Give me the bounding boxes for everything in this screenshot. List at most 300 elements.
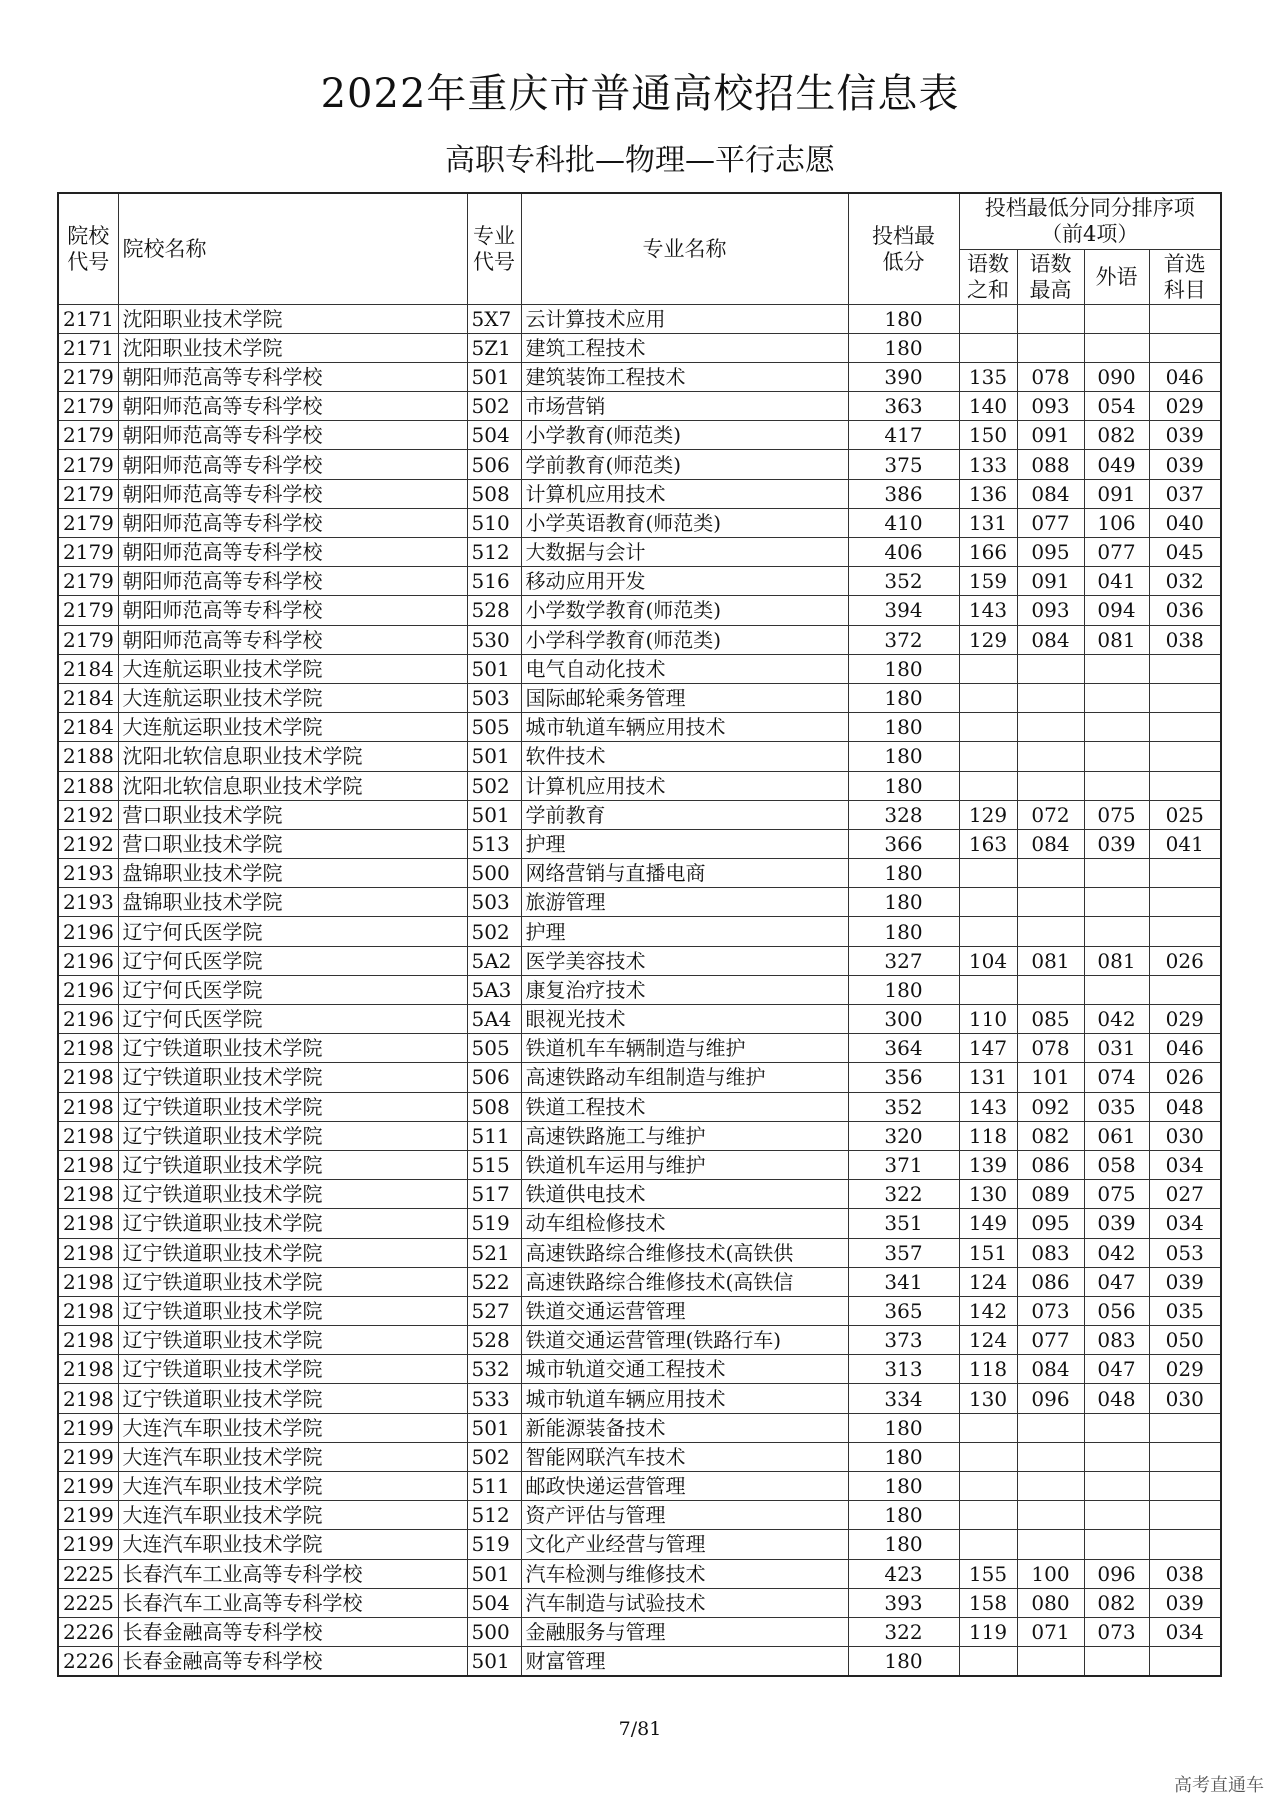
table-row xyxy=(58,1180,1221,1209)
cell-school-name: 朝阳师范高等专科学校 xyxy=(118,596,467,625)
cell-yushu-sum: 155 xyxy=(959,1559,1017,1588)
cell-major-name: 财富管理 xyxy=(521,1647,848,1677)
cell-major-code: 501 xyxy=(467,1413,521,1442)
cell-foreign: 082 xyxy=(1084,421,1149,450)
cell-foreign: 091 xyxy=(1084,479,1149,508)
cell-yushu-sum: 118 xyxy=(959,1355,1017,1384)
cell-major-name: 建筑装饰工程技术 xyxy=(521,362,848,391)
cell-school-code: 2179 xyxy=(58,479,118,508)
cell-school-name: 营口职业技术学院 xyxy=(118,800,467,829)
cell-first-subject xyxy=(1149,859,1221,888)
cell-major-code: 517 xyxy=(467,1180,521,1209)
page-subtitle: 高职专科批—物理—平行志愿 xyxy=(445,143,835,178)
cell-school-code: 2198 xyxy=(58,1121,118,1150)
cell-yushu-max xyxy=(1017,1442,1084,1471)
cell-first-subject: 039 xyxy=(1149,450,1221,479)
cell-major-name: 铁道供电技术 xyxy=(521,1180,848,1209)
cell-min-score: 351 xyxy=(848,1209,959,1238)
cell-min-score: 180 xyxy=(848,683,959,712)
cell-major-code: 5A4 xyxy=(467,1005,521,1034)
cell-major-code: 528 xyxy=(467,596,521,625)
cell-school-name: 辽宁铁道职业技术学院 xyxy=(118,1355,467,1384)
cell-min-score: 394 xyxy=(848,596,959,625)
cell-major-code: 530 xyxy=(467,625,521,654)
cell-first-subject: 034 xyxy=(1149,1209,1221,1238)
cell-min-score: 373 xyxy=(848,1326,959,1355)
cell-major-code: 5A3 xyxy=(467,975,521,1004)
cell-school-code: 2198 xyxy=(58,1180,118,1209)
cell-school-code: 2198 xyxy=(58,1063,118,1092)
cell-yushu-sum: 151 xyxy=(959,1238,1017,1267)
cell-yushu-max: 073 xyxy=(1017,1296,1084,1325)
cell-school-code: 2196 xyxy=(58,917,118,946)
table-row xyxy=(58,1005,1221,1034)
cell-yushu-sum: 149 xyxy=(959,1209,1017,1238)
table-row xyxy=(58,421,1221,450)
cell-major-name: 学前教育(师范类) xyxy=(521,450,848,479)
cell-major-code: 511 xyxy=(467,1472,521,1501)
cell-foreign: 056 xyxy=(1084,1296,1149,1325)
page-number: 7/81 xyxy=(618,1718,662,1740)
cell-school-code: 2179 xyxy=(58,508,118,537)
cell-foreign xyxy=(1084,975,1149,1004)
cell-yushu-max: 084 xyxy=(1017,625,1084,654)
table-row xyxy=(58,479,1221,508)
cell-school-code: 2198 xyxy=(58,1355,118,1384)
cell-foreign: 049 xyxy=(1084,450,1149,479)
cell-yushu-max: 078 xyxy=(1017,362,1084,391)
cell-min-score: 364 xyxy=(848,1034,959,1063)
cell-school-code: 2196 xyxy=(58,975,118,1004)
cell-min-score: 180 xyxy=(848,304,959,333)
cell-major-name: 城市轨道车辆应用技术 xyxy=(521,713,848,742)
cell-min-score: 406 xyxy=(848,538,959,567)
cell-min-score: 322 xyxy=(848,1617,959,1646)
table-row xyxy=(58,508,1221,537)
cell-yushu-sum: 136 xyxy=(959,479,1017,508)
cell-yushu-max xyxy=(1017,771,1084,800)
cell-yushu-max xyxy=(1017,742,1084,771)
cell-school-name: 大连航运职业技术学院 xyxy=(118,713,467,742)
cell-major-name: 资产评估与管理 xyxy=(521,1501,848,1530)
cell-foreign: 041 xyxy=(1084,567,1149,596)
cell-first-subject: 041 xyxy=(1149,829,1221,858)
cell-school-name: 辽宁铁道职业技术学院 xyxy=(118,1034,467,1063)
cell-school-name: 辽宁铁道职业技术学院 xyxy=(118,1296,467,1325)
col-major-name: 专业名称 xyxy=(521,193,848,304)
col-yushu-sum: 语数之和 xyxy=(959,249,1017,304)
table-row xyxy=(58,1238,1221,1267)
table-row xyxy=(58,975,1221,1004)
cell-foreign xyxy=(1084,859,1149,888)
cell-first-subject xyxy=(1149,1442,1221,1471)
cell-school-name: 辽宁铁道职业技术学院 xyxy=(118,1092,467,1121)
cell-first-subject: 032 xyxy=(1149,567,1221,596)
cell-major-name: 汽车制造与试验技术 xyxy=(521,1588,848,1617)
cell-yushu-sum xyxy=(959,683,1017,712)
cell-yushu-sum: 124 xyxy=(959,1267,1017,1296)
cell-major-name: 旅游管理 xyxy=(521,888,848,917)
table-row xyxy=(58,596,1221,625)
cell-major-code: 5A2 xyxy=(467,946,521,975)
cell-major-name: 小学科学教育(师范类) xyxy=(521,625,848,654)
cell-min-score: 386 xyxy=(848,479,959,508)
cell-yushu-max xyxy=(1017,888,1084,917)
cell-foreign: 042 xyxy=(1084,1005,1149,1034)
cell-school-code: 2225 xyxy=(58,1588,118,1617)
table-row xyxy=(58,888,1221,917)
table-row xyxy=(58,1034,1221,1063)
cell-first-subject: 039 xyxy=(1149,1588,1221,1617)
cell-min-score: 375 xyxy=(848,450,959,479)
table-row xyxy=(58,1063,1221,1092)
cell-foreign: 075 xyxy=(1084,1180,1149,1209)
cell-school-name: 辽宁铁道职业技术学院 xyxy=(118,1238,467,1267)
cell-major-code: 501 xyxy=(467,654,521,683)
cell-school-code: 2226 xyxy=(58,1617,118,1646)
table-row xyxy=(58,1355,1221,1384)
cell-school-name: 辽宁铁道职业技术学院 xyxy=(118,1326,467,1355)
cell-major-code: 512 xyxy=(467,538,521,567)
cell-yushu-sum: 131 xyxy=(959,1063,1017,1092)
table-row xyxy=(58,1209,1221,1238)
cell-first-subject: 039 xyxy=(1149,421,1221,450)
cell-major-code: 504 xyxy=(467,421,521,450)
cell-yushu-max: 100 xyxy=(1017,1559,1084,1588)
cell-yushu-max: 091 xyxy=(1017,421,1084,450)
table-row xyxy=(58,1559,1221,1588)
cell-foreign: 081 xyxy=(1084,625,1149,654)
cell-major-name: 智能网联汽车技术 xyxy=(521,1442,848,1471)
table-row xyxy=(58,683,1221,712)
cell-yushu-sum xyxy=(959,654,1017,683)
cell-major-name: 护理 xyxy=(521,917,848,946)
cell-min-score: 180 xyxy=(848,1501,959,1530)
cell-major-name: 高速铁路综合维修技术(高铁信 xyxy=(521,1267,848,1296)
cell-first-subject: 036 xyxy=(1149,596,1221,625)
cell-first-subject: 045 xyxy=(1149,538,1221,567)
cell-min-score: 327 xyxy=(848,946,959,975)
cell-school-name: 朝阳师范高等专科学校 xyxy=(118,479,467,508)
col-tiebreak-group xyxy=(959,193,1221,249)
cell-yushu-max xyxy=(1017,683,1084,712)
cell-yushu-sum xyxy=(959,333,1017,362)
cell-school-code: 2196 xyxy=(58,1005,118,1034)
cell-major-code: 501 xyxy=(467,742,521,771)
cell-yushu-sum xyxy=(959,713,1017,742)
cell-first-subject: 040 xyxy=(1149,508,1221,537)
cell-school-name: 辽宁铁道职业技术学院 xyxy=(118,1267,467,1296)
cell-min-score: 357 xyxy=(848,1238,959,1267)
table-row xyxy=(58,362,1221,391)
cell-major-name: 金融服务与管理 xyxy=(521,1617,848,1646)
cell-school-name: 朝阳师范高等专科学校 xyxy=(118,567,467,596)
cell-school-code: 2171 xyxy=(58,304,118,333)
cell-min-score: 334 xyxy=(848,1384,959,1413)
cell-first-subject xyxy=(1149,683,1221,712)
cell-major-name: 汽车检测与维修技术 xyxy=(521,1559,848,1588)
cell-yushu-sum: 143 xyxy=(959,596,1017,625)
col-min-score: 投档最低分 xyxy=(848,193,959,304)
cell-yushu-max: 072 xyxy=(1017,800,1084,829)
cell-school-code: 2226 xyxy=(58,1647,118,1677)
cell-yushu-sum: 124 xyxy=(959,1326,1017,1355)
table-row xyxy=(58,625,1221,654)
table-row xyxy=(58,1267,1221,1296)
table-row xyxy=(58,800,1221,829)
cell-school-name: 大连汽车职业技术学院 xyxy=(118,1472,467,1501)
cell-major-name: 市场营销 xyxy=(521,392,848,421)
cell-yushu-sum xyxy=(959,771,1017,800)
cell-school-code: 2179 xyxy=(58,625,118,654)
cell-first-subject: 025 xyxy=(1149,800,1221,829)
cell-school-name: 辽宁铁道职业技术学院 xyxy=(118,1384,467,1413)
cell-foreign: 047 xyxy=(1084,1267,1149,1296)
cell-yushu-max xyxy=(1017,304,1084,333)
cell-major-name: 铁道交通运营管理(铁路行车) xyxy=(521,1326,848,1355)
cell-min-score: 313 xyxy=(848,1355,959,1384)
cell-major-name: 铁道工程技术 xyxy=(521,1092,848,1121)
cell-major-code: 511 xyxy=(467,1121,521,1150)
cell-major-name: 小学数学教育(师范类) xyxy=(521,596,848,625)
cell-yushu-sum: 139 xyxy=(959,1150,1017,1179)
col-school-code: 院校代号 xyxy=(58,193,118,304)
cell-min-score: 372 xyxy=(848,625,959,654)
cell-min-score: 180 xyxy=(848,917,959,946)
cell-school-name: 盘锦职业技术学院 xyxy=(118,888,467,917)
cell-yushu-max: 078 xyxy=(1017,1034,1084,1063)
cell-school-code: 2199 xyxy=(58,1442,118,1471)
cell-major-code: 532 xyxy=(467,1355,521,1384)
cell-first-subject xyxy=(1149,333,1221,362)
cell-first-subject: 053 xyxy=(1149,1238,1221,1267)
cell-major-code: 503 xyxy=(467,683,521,712)
cell-min-score: 371 xyxy=(848,1150,959,1179)
cell-major-name: 铁道机车运用与维护 xyxy=(521,1150,848,1179)
cell-major-code: 502 xyxy=(467,771,521,800)
cell-major-name: 计算机应用技术 xyxy=(521,479,848,508)
cell-min-score: 390 xyxy=(848,362,959,391)
cell-school-code: 2199 xyxy=(58,1501,118,1530)
cell-min-score: 356 xyxy=(848,1063,959,1092)
cell-foreign: 039 xyxy=(1084,1209,1149,1238)
cell-first-subject xyxy=(1149,304,1221,333)
cell-yushu-sum: 129 xyxy=(959,625,1017,654)
cell-school-name: 沈阳北软信息职业技术学院 xyxy=(118,771,467,800)
cell-major-code: 513 xyxy=(467,829,521,858)
cell-major-code: 501 xyxy=(467,800,521,829)
cell-yushu-max: 093 xyxy=(1017,596,1084,625)
tiebreak-subtitle: （前4项） xyxy=(1041,222,1139,247)
cell-major-code: 519 xyxy=(467,1530,521,1559)
cell-yushu-max: 084 xyxy=(1017,479,1084,508)
cell-yushu-max xyxy=(1017,859,1084,888)
cell-major-code: 506 xyxy=(467,1063,521,1092)
cell-yushu-sum: 166 xyxy=(959,538,1017,567)
cell-min-score: 320 xyxy=(848,1121,959,1150)
cell-first-subject xyxy=(1149,975,1221,1004)
cell-min-score: 366 xyxy=(848,829,959,858)
cell-major-code: 504 xyxy=(467,1588,521,1617)
cell-school-code: 2198 xyxy=(58,1209,118,1238)
admission-table xyxy=(57,192,1222,1677)
cell-foreign xyxy=(1084,742,1149,771)
cell-min-score: 423 xyxy=(848,1559,959,1588)
cell-school-name: 大连航运职业技术学院 xyxy=(118,683,467,712)
cell-yushu-sum: 104 xyxy=(959,946,1017,975)
cell-min-score: 180 xyxy=(848,654,959,683)
cell-yushu-max xyxy=(1017,975,1084,1004)
cell-major-name: 铁道机车车辆制造与维护 xyxy=(521,1034,848,1063)
table-row xyxy=(58,1647,1221,1677)
cell-yushu-max xyxy=(1017,917,1084,946)
table-row xyxy=(58,946,1221,975)
cell-min-score: 417 xyxy=(848,421,959,450)
cell-yushu-sum: 143 xyxy=(959,1092,1017,1121)
cell-yushu-sum: 119 xyxy=(959,1617,1017,1646)
cell-major-code: 500 xyxy=(467,1617,521,1646)
page-title: 2022年重庆市普通高校招生信息表 xyxy=(320,71,960,117)
cell-foreign: 073 xyxy=(1084,1617,1149,1646)
cell-school-name: 长春汽车工业高等专科学校 xyxy=(118,1588,467,1617)
cell-major-name: 动车组检修技术 xyxy=(521,1209,848,1238)
cell-yushu-sum: 118 xyxy=(959,1121,1017,1150)
cell-yushu-sum: 131 xyxy=(959,508,1017,537)
cell-school-code: 2179 xyxy=(58,596,118,625)
cell-school-name: 沈阳职业技术学院 xyxy=(118,304,467,333)
cell-yushu-sum xyxy=(959,1647,1017,1677)
cell-school-code: 2179 xyxy=(58,538,118,567)
table-row xyxy=(58,917,1221,946)
cell-school-code: 2199 xyxy=(58,1530,118,1559)
cell-school-name: 朝阳师范高等专科学校 xyxy=(118,538,467,567)
cell-major-code: 500 xyxy=(467,859,521,888)
cell-major-code: 527 xyxy=(467,1296,521,1325)
cell-school-name: 辽宁铁道职业技术学院 xyxy=(118,1063,467,1092)
cell-first-subject: 034 xyxy=(1149,1150,1221,1179)
cell-foreign: 081 xyxy=(1084,946,1149,975)
cell-first-subject: 037 xyxy=(1149,479,1221,508)
cell-yushu-max: 082 xyxy=(1017,1121,1084,1150)
cell-school-name: 朝阳师范高等专科学校 xyxy=(118,392,467,421)
cell-major-name: 康复治疗技术 xyxy=(521,975,848,1004)
cell-yushu-sum xyxy=(959,888,1017,917)
cell-major-name: 小学英语教育(师范类) xyxy=(521,508,848,537)
cell-major-name: 眼视光技术 xyxy=(521,1005,848,1034)
cell-school-code: 2198 xyxy=(58,1296,118,1325)
cell-school-name: 朝阳师范高等专科学校 xyxy=(118,362,467,391)
cell-school-code: 2198 xyxy=(58,1326,118,1355)
cell-major-name: 文化产业经营与管理 xyxy=(521,1530,848,1559)
cell-foreign xyxy=(1084,1442,1149,1471)
cell-foreign xyxy=(1084,333,1149,362)
cell-major-code: 503 xyxy=(467,888,521,917)
cell-school-name: 长春汽车工业高等专科学校 xyxy=(118,1559,467,1588)
cell-foreign: 106 xyxy=(1084,508,1149,537)
cell-yushu-max: 084 xyxy=(1017,1355,1084,1384)
cell-min-score: 180 xyxy=(848,1530,959,1559)
cell-yushu-max: 092 xyxy=(1017,1092,1084,1121)
cell-school-code: 2192 xyxy=(58,800,118,829)
cell-min-score: 180 xyxy=(848,1472,959,1501)
cell-foreign: 090 xyxy=(1084,362,1149,391)
cell-yushu-max: 086 xyxy=(1017,1150,1084,1179)
cell-first-subject: 046 xyxy=(1149,1034,1221,1063)
cell-yushu-max: 084 xyxy=(1017,829,1084,858)
cell-first-subject: 029 xyxy=(1149,1005,1221,1034)
cell-first-subject: 029 xyxy=(1149,392,1221,421)
cell-first-subject: 030 xyxy=(1149,1121,1221,1150)
cell-foreign: 047 xyxy=(1084,1355,1149,1384)
cell-major-name: 护理 xyxy=(521,829,848,858)
cell-foreign xyxy=(1084,1413,1149,1442)
cell-major-code: 505 xyxy=(467,1034,521,1063)
cell-school-name: 沈阳职业技术学院 xyxy=(118,333,467,362)
cell-yushu-sum: 130 xyxy=(959,1180,1017,1209)
cell-school-name: 辽宁铁道职业技术学院 xyxy=(118,1180,467,1209)
table-row xyxy=(58,538,1221,567)
cell-foreign xyxy=(1084,771,1149,800)
table-row xyxy=(58,392,1221,421)
cell-foreign: 075 xyxy=(1084,800,1149,829)
cell-yushu-max xyxy=(1017,1413,1084,1442)
cell-major-code: 528 xyxy=(467,1326,521,1355)
cell-yushu-max: 088 xyxy=(1017,450,1084,479)
table-row xyxy=(58,567,1221,596)
cell-yushu-max: 086 xyxy=(1017,1267,1084,1296)
cell-min-score: 328 xyxy=(848,800,959,829)
cell-first-subject: 027 xyxy=(1149,1180,1221,1209)
cell-school-name: 沈阳北软信息职业技术学院 xyxy=(118,742,467,771)
cell-major-code: 533 xyxy=(467,1384,521,1413)
cell-yushu-max: 101 xyxy=(1017,1063,1084,1092)
cell-major-code: 521 xyxy=(467,1238,521,1267)
cell-yushu-sum: 142 xyxy=(959,1296,1017,1325)
cell-school-code: 2198 xyxy=(58,1092,118,1121)
cell-yushu-max: 077 xyxy=(1017,1326,1084,1355)
table-row xyxy=(58,1588,1221,1617)
cell-yushu-max xyxy=(1017,1501,1084,1530)
cell-school-name: 大连汽车职业技术学院 xyxy=(118,1501,467,1530)
cell-min-score: 180 xyxy=(848,1442,959,1471)
cell-min-score: 410 xyxy=(848,508,959,537)
cell-major-name: 邮政快递运营管理 xyxy=(521,1472,848,1501)
cell-yushu-sum xyxy=(959,304,1017,333)
cell-yushu-sum xyxy=(959,1530,1017,1559)
cell-school-code: 2199 xyxy=(58,1472,118,1501)
cell-major-name: 小学教育(师范类) xyxy=(521,421,848,450)
cell-foreign xyxy=(1084,917,1149,946)
cell-foreign xyxy=(1084,683,1149,712)
cell-min-score: 322 xyxy=(848,1180,959,1209)
cell-min-score: 393 xyxy=(848,1588,959,1617)
cell-school-name: 营口职业技术学院 xyxy=(118,829,467,858)
cell-first-subject: 050 xyxy=(1149,1326,1221,1355)
table-row xyxy=(58,859,1221,888)
cell-yushu-max: 080 xyxy=(1017,1588,1084,1617)
cell-yushu-sum: 133 xyxy=(959,450,1017,479)
cell-major-name: 城市轨道交通工程技术 xyxy=(521,1355,848,1384)
cell-major-code: 510 xyxy=(467,508,521,537)
cell-min-score: 341 xyxy=(848,1267,959,1296)
cell-yushu-sum xyxy=(959,1442,1017,1471)
cell-foreign xyxy=(1084,654,1149,683)
cell-school-code: 2179 xyxy=(58,362,118,391)
cell-first-subject: 026 xyxy=(1149,946,1221,975)
cell-min-score: 180 xyxy=(848,713,959,742)
cell-first-subject xyxy=(1149,713,1221,742)
table-row xyxy=(58,1384,1221,1413)
